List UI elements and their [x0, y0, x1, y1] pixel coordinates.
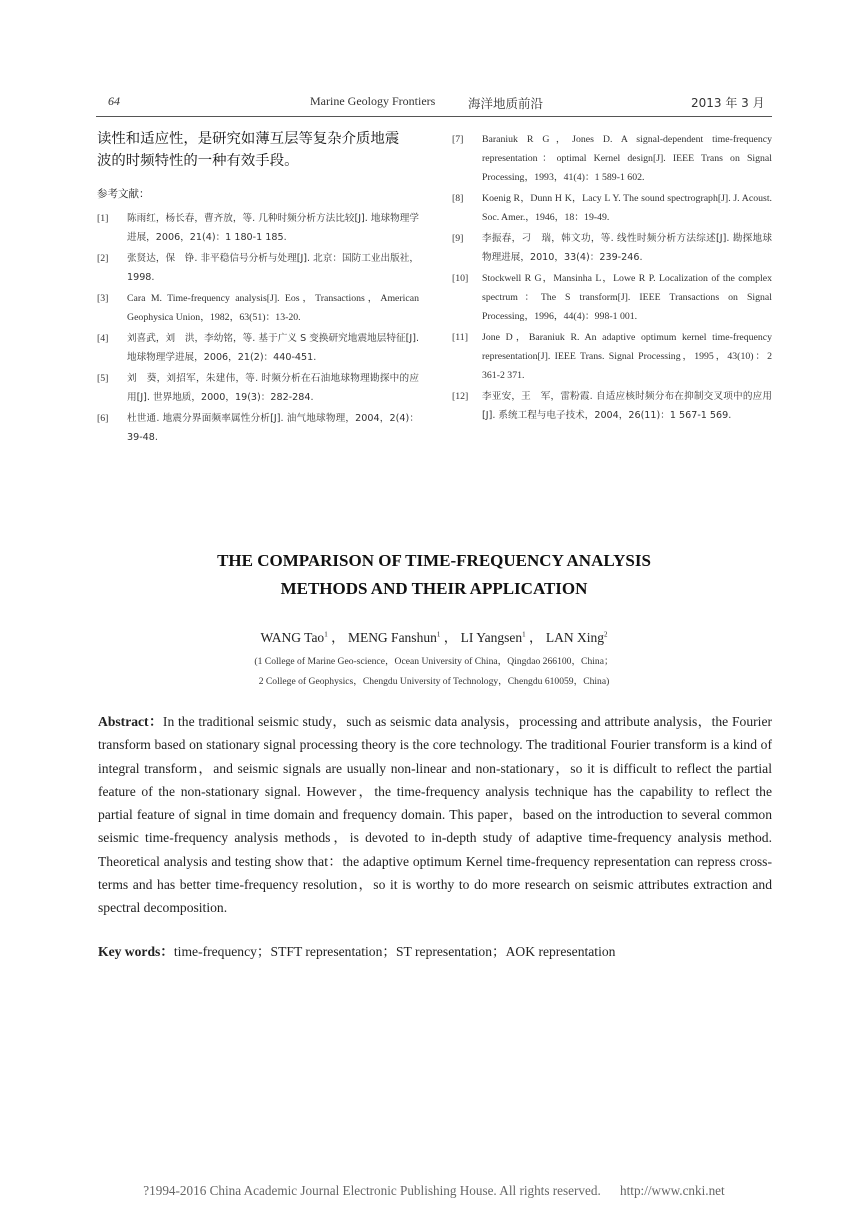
reference-number: [11] — [452, 332, 468, 343]
author-line: WANG Tao$^1$ ， MENG Fanshun$^1$ ， LI Yangsen$^1$ ， LAN Xing$^2$ — [260, 630, 608, 645]
reference-item — [452, 130, 772, 187]
abstract — [98, 710, 772, 920]
reference-item — [97, 209, 419, 247]
reference-text: 李亚安，王 军，雷粉霞. 自适应核时频分布在抑制交叉项中的应用[J]. 系统工程与电子技术，2004，26(11)：1 567-1 569. — [482, 391, 772, 421]
author-name: WANG Tao — [260, 630, 325, 645]
affiliation-line: 2 College of Geophysics，Chengdu University of Technology，Chengdu 610059，China) — [258, 676, 610, 687]
author-name: LI Yangsen — [460, 630, 523, 645]
reference-text: Stockwell R G，Mansinha L，Lowe R P. Localization of the complex spectrum：The S transform[J]. IEEE Transactions on Signal Processing，1996，44(4)：998-1 001. — [482, 273, 772, 322]
reference-text: 刘喜武，刘 洪，李幼铭，等. 基于广义 S 变换研究地震地层特征[J]. 地球物理学进展，2006，21(2)：440-451. — [127, 333, 419, 363]
reference-item — [97, 289, 419, 327]
reference-number: [9] — [452, 233, 464, 244]
keywords — [98, 940, 772, 963]
reference-text: Jone D，Baraniuk R. An adaptive optimum kernel time-frequency representation[J]. IEEE Trans. Signal Processing，1995，43(10)：2 361-2 371. — [482, 332, 772, 381]
references-heading: 参考文献： — [97, 188, 150, 200]
reference-number: [4] — [97, 333, 109, 344]
reference-text: 张贤达，保 铮. 非平稳信号分析与处理[J]. 北京：国防工业出版社，1998. — [127, 253, 419, 283]
abstract-label: Abstract： — [98, 714, 163, 729]
reference-text: 陈雨红，杨长春，曹齐放，等. 几种时频分析方法比较[J]. 地球物理学进展，2006，21(4)：1 180-1 185. — [127, 213, 419, 243]
title-line: METHODS AND THEIR APPLICATION — [280, 579, 588, 598]
reference-list-left — [97, 209, 419, 447]
journal-name-cn: 海洋地质前沿 — [468, 96, 544, 111]
reference-number: [10] — [452, 273, 469, 284]
journal-name-en: Marine Geology Frontiers — [310, 94, 436, 108]
body-text — [97, 128, 419, 172]
reference-item — [97, 369, 419, 407]
reference-number: [6] — [97, 413, 109, 424]
author-name: LAN Xing — [545, 630, 604, 645]
abstract-text: In the traditional seismic study，such as seismic data analysis，processing and attribute analysis，the Fourier transform based on stationary signal processing theory is the core technology. The traditional Fourier transform is a kind of integral transform，and seismic signals are usually non-linear and non-stationary，so it is difficult to reflect the partial feature of the non-stationary signal. However，the time-frequency analysis technique has the capability to reflect the partial feature of signal in time domain and frequency domain. This paper，based on the introduction to several common seismic time-frequency analysis methods，is devoted to in-depth study of adaptive time-frequency analysis method. Theoretical analysis and testing show that：the adaptive optimum Kernel time-frequency representation can repress cross-terms and has better time-frequency resolution，so it is worthy to do more research on seismic attributes extraction and spectral decomposition. — [98, 714, 773, 916]
reference-number: [3] — [97, 293, 109, 304]
keywords-label: Key words： — [98, 944, 174, 959]
english-title — [96, 547, 772, 603]
affiliation-line: (1 College of Marine Geo-science，Ocean University of China，Qingdao 266100，China； — [254, 656, 614, 667]
reference-item — [452, 387, 772, 425]
title-line: THE COMPARISON OF TIME-FREQUENCY ANALYSIS — [217, 551, 651, 570]
right-column — [452, 130, 772, 427]
affiliations — [96, 652, 772, 692]
reference-number: [1] — [97, 213, 109, 224]
reference-text: Baraniuk R G，Jones D. A signal-dependent time-frequency representation：optimal Kernel design[J]. IEEE Trans on Signal Processing，1993，41(4)：1 589-1 602. — [482, 134, 772, 183]
reference-number: [12] — [452, 391, 469, 402]
body-text-line: 读性和适应性，是研究如薄互层等复杂介质地震 — [97, 131, 400, 147]
reference-number: [5] — [97, 373, 109, 384]
reference-number: [8] — [452, 193, 464, 204]
author-name: MENG Fanshun — [347, 630, 437, 645]
reference-item — [452, 269, 772, 326]
reference-item — [452, 229, 772, 267]
keywords-text: time-frequency；STFT representation；ST representation；AOK representation — [173, 944, 616, 959]
reference-item — [97, 409, 419, 447]
reference-text: 李振春，刁 瑞，韩文功，等. 线性时频分析方法综述[J]. 勘探地球物理进展，2010，33(4)：239-246. — [482, 233, 772, 263]
author-affiliation-mark: 1 — [522, 630, 526, 639]
body-text-line: 波的时频特性的一种有效手段。 — [97, 153, 299, 169]
reference-item — [97, 249, 419, 287]
reference-number: [2] — [97, 253, 109, 264]
left-column — [97, 128, 419, 449]
reference-item — [97, 329, 419, 367]
reference-item — [452, 328, 772, 385]
author-affiliation-mark: 1 — [436, 630, 441, 639]
issue-date: 2013 年 3 月 — [691, 96, 765, 110]
reference-text: 杜世通. 地震分界面频率属性分析[J]. 油气地球物理，2004，2(4)：39-48. — [127, 413, 419, 443]
reference-number: [7] — [452, 134, 464, 145]
author-affiliation-mark: 1 — [324, 630, 328, 639]
page-number: 64 — [108, 94, 120, 108]
reference-text: Koenig R，Dunn H K，Lacy L Y. The sound spectrograph[J]. J. Acoust. Soc. Amer.，1946，18：19-49. — [482, 193, 772, 223]
reference-item — [452, 189, 772, 227]
copyright-notice: ?1994-2016 China Academic Journal Electronic Publishing House. All rights reserved. — [143, 1183, 601, 1198]
author-affiliation-mark: 2 — [603, 630, 608, 639]
footer — [0, 1183, 868, 1199]
reference-text: 刘 葵，刘招军，朱建伟，等. 时频分析在石油地球物理勘探中的应用[J]. 世界地质，2000，19(3)：282-284. — [127, 373, 419, 403]
reference-text: Cara M. Time-frequency analysis[J]. Eos，Transactions，American Geophysica Union，1982，63(51)：13-20. — [127, 293, 419, 323]
header-rule — [96, 116, 772, 117]
footer-url[interactable]: http://www.cnki.net — [620, 1183, 725, 1198]
